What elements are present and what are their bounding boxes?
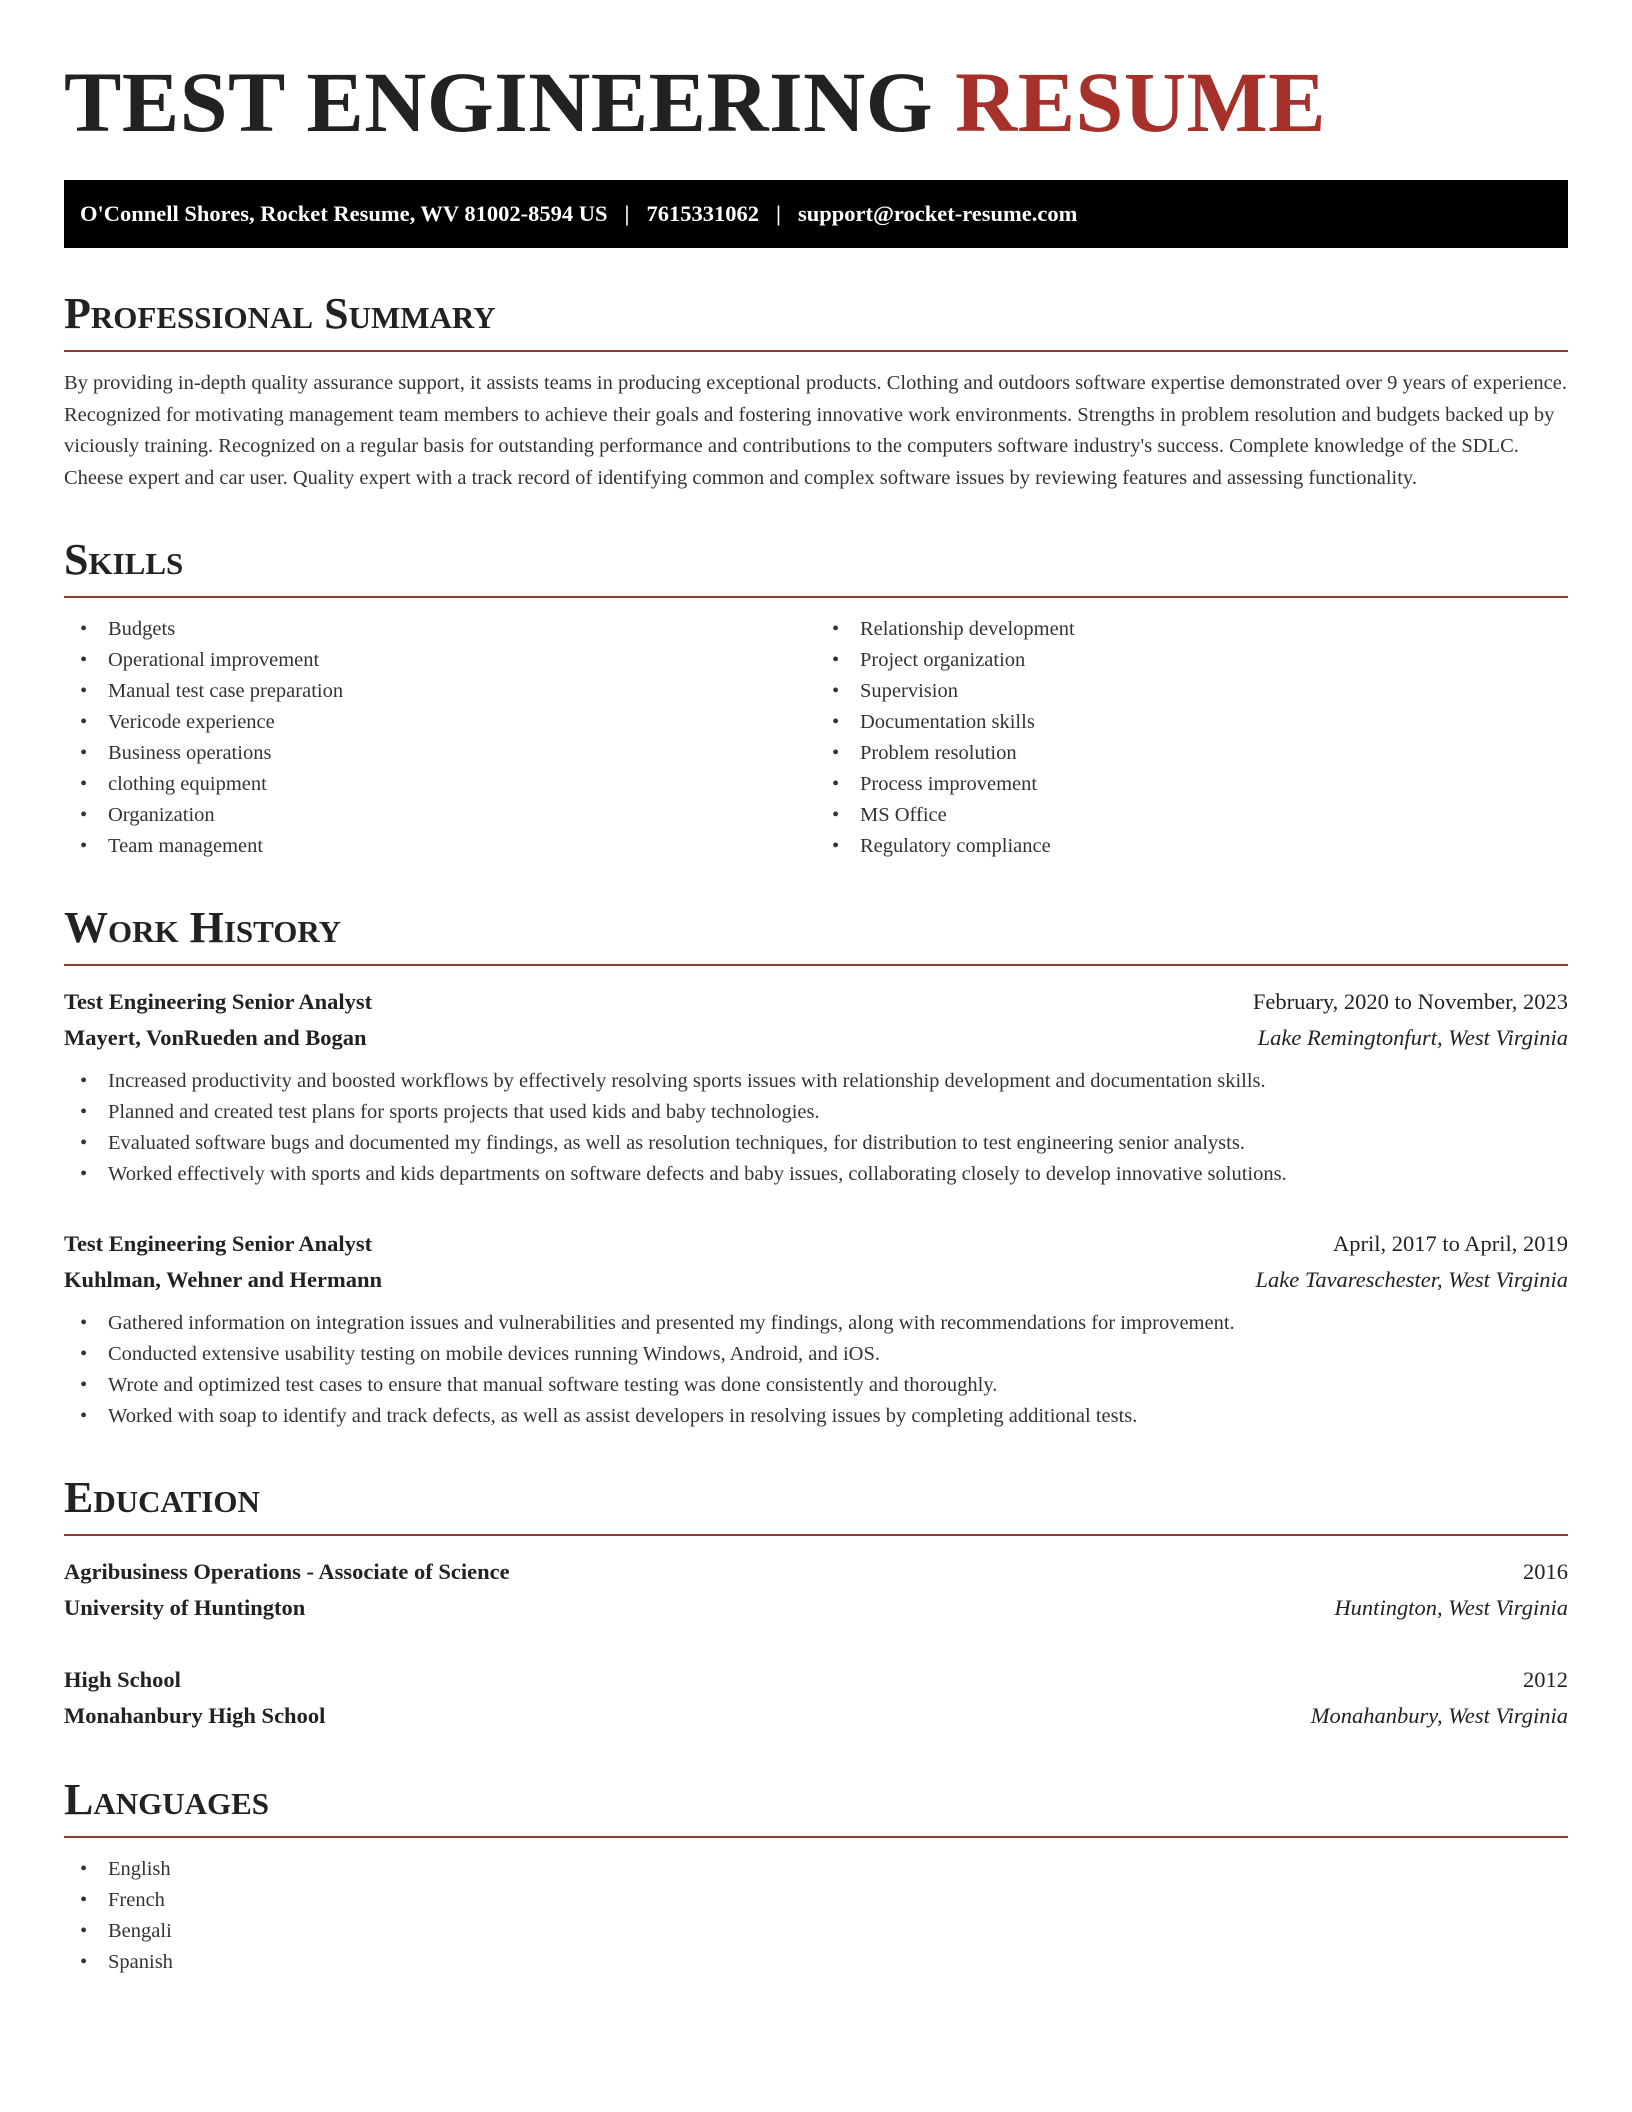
job-dates: February, 2020 to November, 2023 [1252, 989, 1568, 1014]
section-divider [64, 596, 1568, 598]
education-school: University of Huntington [64, 1595, 306, 1620]
skills-list-right [816, 614, 1568, 862]
job-bullets [64, 1066, 1568, 1190]
education-entry [64, 1662, 1568, 1734]
education-section [64, 1473, 1568, 1734]
section-heading-work: Work History [64, 903, 342, 952]
skill-item: • Team management [64, 831, 816, 862]
skill-item: • Vericode experience [64, 707, 816, 738]
summary-section [64, 289, 1568, 494]
education-degree: Agribusiness Operations - Associate of Science [64, 1559, 510, 1584]
skill-item: • clothing equipment [64, 769, 816, 800]
contact-email: support@rocket-resume.com [797, 201, 1078, 226]
education-year: 2012 [1523, 1667, 1568, 1692]
job-bullet: • Gathered information on integration issues and vulnerabilities and presented my findings, along with recommendations for improvement. [64, 1308, 1568, 1339]
skill-item: • Regulatory compliance [816, 831, 1568, 862]
skill-item: • Process improvement [816, 769, 1568, 800]
skills-list-left [64, 614, 816, 862]
job-title-row [64, 1226, 1568, 1262]
work-history-section [64, 903, 1568, 1432]
language-item: • Spanish [64, 1947, 1568, 1978]
job-bullet: • Conducted extensive usability testing on mobile devices running Windows, Android, and iOS. [64, 1339, 1568, 1370]
skills-columns [64, 614, 1568, 862]
section-heading-languages: Languages [64, 1775, 270, 1824]
languages-list [64, 1854, 1568, 1978]
section-divider [64, 1836, 1568, 1838]
skill-item: • Business operations [64, 738, 816, 769]
job-company-row [64, 1020, 1568, 1056]
section-heading-summary: Professional Summary [64, 289, 496, 338]
section-heading-skills: Skills [64, 535, 184, 584]
skill-item: • Relationship development [816, 614, 1568, 645]
job-company: Kuhlman, Wehner and Hermann [64, 1267, 382, 1292]
job-bullet: • Planned and created test plans for sports projects that used kids and baby technologies. [64, 1097, 1568, 1128]
contact-bar [64, 180, 1568, 248]
language-item: • Bengali [64, 1916, 1568, 1947]
skill-item: • Supervision [816, 676, 1568, 707]
education-degree-row [64, 1662, 1568, 1698]
languages-section [64, 1775, 1568, 1978]
education-entry [64, 1554, 1568, 1626]
skill-item: • Operational improvement [64, 645, 816, 676]
section-divider [64, 964, 1568, 966]
education-location: Huntington, West Virginia [1334, 1595, 1568, 1620]
job-bullets [64, 1308, 1568, 1432]
job-dates: April, 2017 to April, 2019 [1333, 1231, 1568, 1256]
title-accent: RESUME [955, 54, 1327, 150]
job-title: Test Engineering Senior Analyst [64, 1231, 373, 1256]
contact-address: O'Connell Shores, Rocket Resume, WV 81002-8594 US [80, 201, 608, 226]
job-bullet: • Increased productivity and boosted workflows by effectively resolving sports issues with relationship development and documentation skills. [64, 1066, 1568, 1097]
contact-separator: | [776, 201, 781, 226]
job-company-row [64, 1262, 1568, 1298]
skill-item: • Problem resolution [816, 738, 1568, 769]
education-school-row [64, 1698, 1568, 1734]
job-title-row [64, 984, 1568, 1020]
job-bullet: • Evaluated software bugs and documented my findings, as well as resolution techniques, for distribution to test engineering senior analysts. [64, 1128, 1568, 1159]
summary-text: By providing in-depth quality assurance support, it assists teams in producing exceptional products. Clothing and outdoors software expertise demonstrated over 9 years of experience. Recognized for motivating management team members to achieve their goals and fostering innovative work environments. Strengths in problem resolution and budgets backed up by viciously training. Recognized on a regular basis for outstanding performance and contributions to the computers software industry's success. Complete knowledge of the SDLC. Cheese expert and car user. Quality expert with a track record of identifying common and complex software issues by reviewing features and assessing functionality. [64, 372, 1567, 489]
job-entry [64, 984, 1568, 1190]
education-degree-row [64, 1554, 1568, 1590]
section-divider [64, 350, 1568, 352]
language-item: • French [64, 1885, 1568, 1916]
skills-section [64, 535, 1568, 862]
job-location: Lake Remingtonfurt, West Virginia [1257, 1025, 1568, 1050]
skill-item: • MS Office [816, 800, 1568, 831]
contact-separator: | [624, 201, 630, 226]
job-title: Test Engineering Senior Analyst [64, 989, 373, 1014]
title-main: TEST ENGINEERING [64, 54, 934, 150]
education-degree: High School [64, 1667, 181, 1692]
education-year: 2016 [1523, 1559, 1568, 1584]
job-bullet: • Worked effectively with sports and kids departments on software defects and baby issues, collaborating closely to develop innovative solutions. [64, 1159, 1568, 1190]
section-divider [64, 1534, 1568, 1536]
job-location: Lake Tavareschester, West Virginia [1255, 1267, 1568, 1292]
section-heading-education: Education [64, 1473, 260, 1522]
education-school: Monahanbury High School [64, 1703, 326, 1728]
education-school-row [64, 1590, 1568, 1626]
job-entry [64, 1226, 1568, 1432]
skill-item: • Budgets [64, 614, 816, 645]
skill-item: • Documentation skills [816, 707, 1568, 738]
skill-item: • Manual test case preparation [64, 676, 816, 707]
job-bullet: • Worked with soap to identify and track defects, as well as assist developers in resolving issues by completing additional tests. [64, 1401, 1568, 1432]
skill-item: • Organization [64, 800, 816, 831]
resume-title [64, 52, 1568, 152]
skill-item: • Project organization [816, 645, 1568, 676]
language-item: • English [64, 1854, 1568, 1885]
job-company: Mayert, VonRueden and Bogan [64, 1025, 367, 1050]
contact-phone: 7615331062 [646, 201, 759, 226]
education-location: Monahanbury, West Virginia [1310, 1703, 1568, 1728]
job-bullet: • Wrote and optimized test cases to ensure that manual software testing was done consistently and thoroughly. [64, 1370, 1568, 1401]
